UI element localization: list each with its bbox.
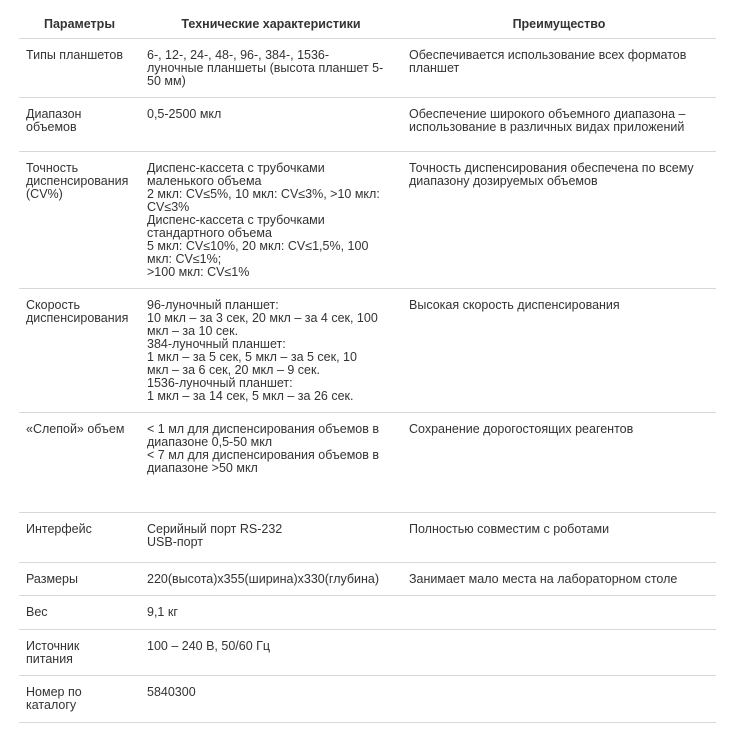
header-advantage: Преимущество [402,10,716,39]
advantage-text [409,676,716,686]
param-cell [19,413,140,513]
specifications-table [19,10,716,723]
spec-cell [140,596,402,630]
spec-text: Серийный порт RS-232 USB-порт [147,522,283,549]
advantage-cell [402,98,716,152]
spec-cell [140,413,402,513]
param-text: Вес [26,605,48,619]
spec-text: 100 – 240 В, 50/60 Гц [147,639,271,653]
param-cell [19,563,140,596]
spec-text: 6-, 12-, 24-, 48-, 96-, 384-, 1536- луночные планшеты (высота планшет 5- 50 мм) [147,48,384,88]
table-row [19,39,716,98]
spec-text: Диспенс-кассета с трубочками маленького объема 2 мкл: CV≤5%, 10 мкл: CV≤3%, >10 мкл: CV≤3% Диспенс-кассета с трубочками стандартного объема 5 мкл: CV≤10%, 20 мкл: CV≤1,5%, 100 мкл: CV≤1%; >100 мкл: CV≤1% [147,161,380,279]
spec-text: 0,5-2500 мкл [147,107,222,121]
spec-text: 96-луночный планшет: 10 мкл – за 3 сек, 20 мкл – за 4 сек, 100 мкл – за 10 сек. 384-луночный планшет: 1 мкл – за 5 сек, 5 мкл – за 5 сек, 10 мкл – за 6 сек, 20 мкл – 9 сек. 1536-луночный планшет: 1 мкл – за 14 сек, 5 мкл – за 26 сек. [147,298,378,403]
spec-cell [140,152,402,289]
table-row [19,676,716,723]
table-row [19,630,716,676]
param-text: Типы планшетов [26,48,123,62]
param-cell [19,630,140,676]
spec-cell [140,39,402,98]
header-parameters: Параметры [19,10,140,39]
advantage-cell [402,563,716,596]
spec-cell [140,98,402,152]
advantage-text [409,596,716,606]
param-cell [19,98,140,152]
param-text: Диапазон объемов [26,107,82,134]
param-text: Скорость диспенсирования [26,298,129,325]
advantage-cell [402,39,716,98]
advantage-text: Полностью совместим с роботами [409,522,610,536]
param-text: Точность диспенсирования (CV%) [26,161,129,201]
advantage-cell [402,413,716,513]
advantage-cell [402,596,716,630]
param-cell [19,513,140,563]
table-row [19,152,716,289]
table-row [19,289,716,413]
spec-text: < 1 мл для диспенсирования объемов в диапазоне 0,5-50 мкл < 7 мл для диспенсирования объемов в диапазоне >50 мкл [147,422,380,475]
advantage-cell [402,289,716,413]
advantage-cell [402,630,716,676]
advantage-cell [402,676,716,723]
table-row [19,596,716,630]
advantage-text: Точность диспенсирования обеспечена по всему диапазону дозируемых объемов [409,161,694,188]
param-text: Размеры [26,572,78,586]
table-row [19,413,716,513]
spec-cell [140,289,402,413]
advantage-cell [402,513,716,563]
advantage-text: Сохранение дорогостоящих реагентов [409,422,634,436]
param-text: Номер по каталогу [26,685,82,712]
param-text: Источник питания [26,639,80,666]
spec-cell [140,563,402,596]
spec-cell [140,630,402,676]
advantage-text: Обеспечение широкого объемного диапазона – использование в различных видах приложений [409,107,686,134]
advantage-text: Высокая скорость диспенсирования [409,298,620,312]
spec-text: 9,1 кг [147,605,178,619]
advantage-text: Занимает мало места на лабораторном столе [409,572,678,586]
param-text: «Слепой» объем [26,422,125,436]
param-cell [19,676,140,723]
spec-text: 5840300 [147,685,196,699]
table-header-row [19,10,716,39]
spec-cell [140,513,402,563]
table-row [19,513,716,563]
param-cell [19,152,140,289]
spec-cell [140,676,402,723]
advantage-cell [402,152,716,289]
param-cell [19,289,140,413]
param-cell [19,596,140,630]
param-text: Интерфейс [26,522,92,536]
spec-text: 220(высота)x355(ширина)x330(глубина) [147,572,380,586]
param-cell [19,39,140,98]
table-row [19,563,716,596]
header-specifications: Технические характеристики [140,10,402,39]
advantage-text: Обеспечивается использование всех форматов планшет [409,48,687,75]
table-row [19,98,716,152]
advantage-text [409,630,716,640]
